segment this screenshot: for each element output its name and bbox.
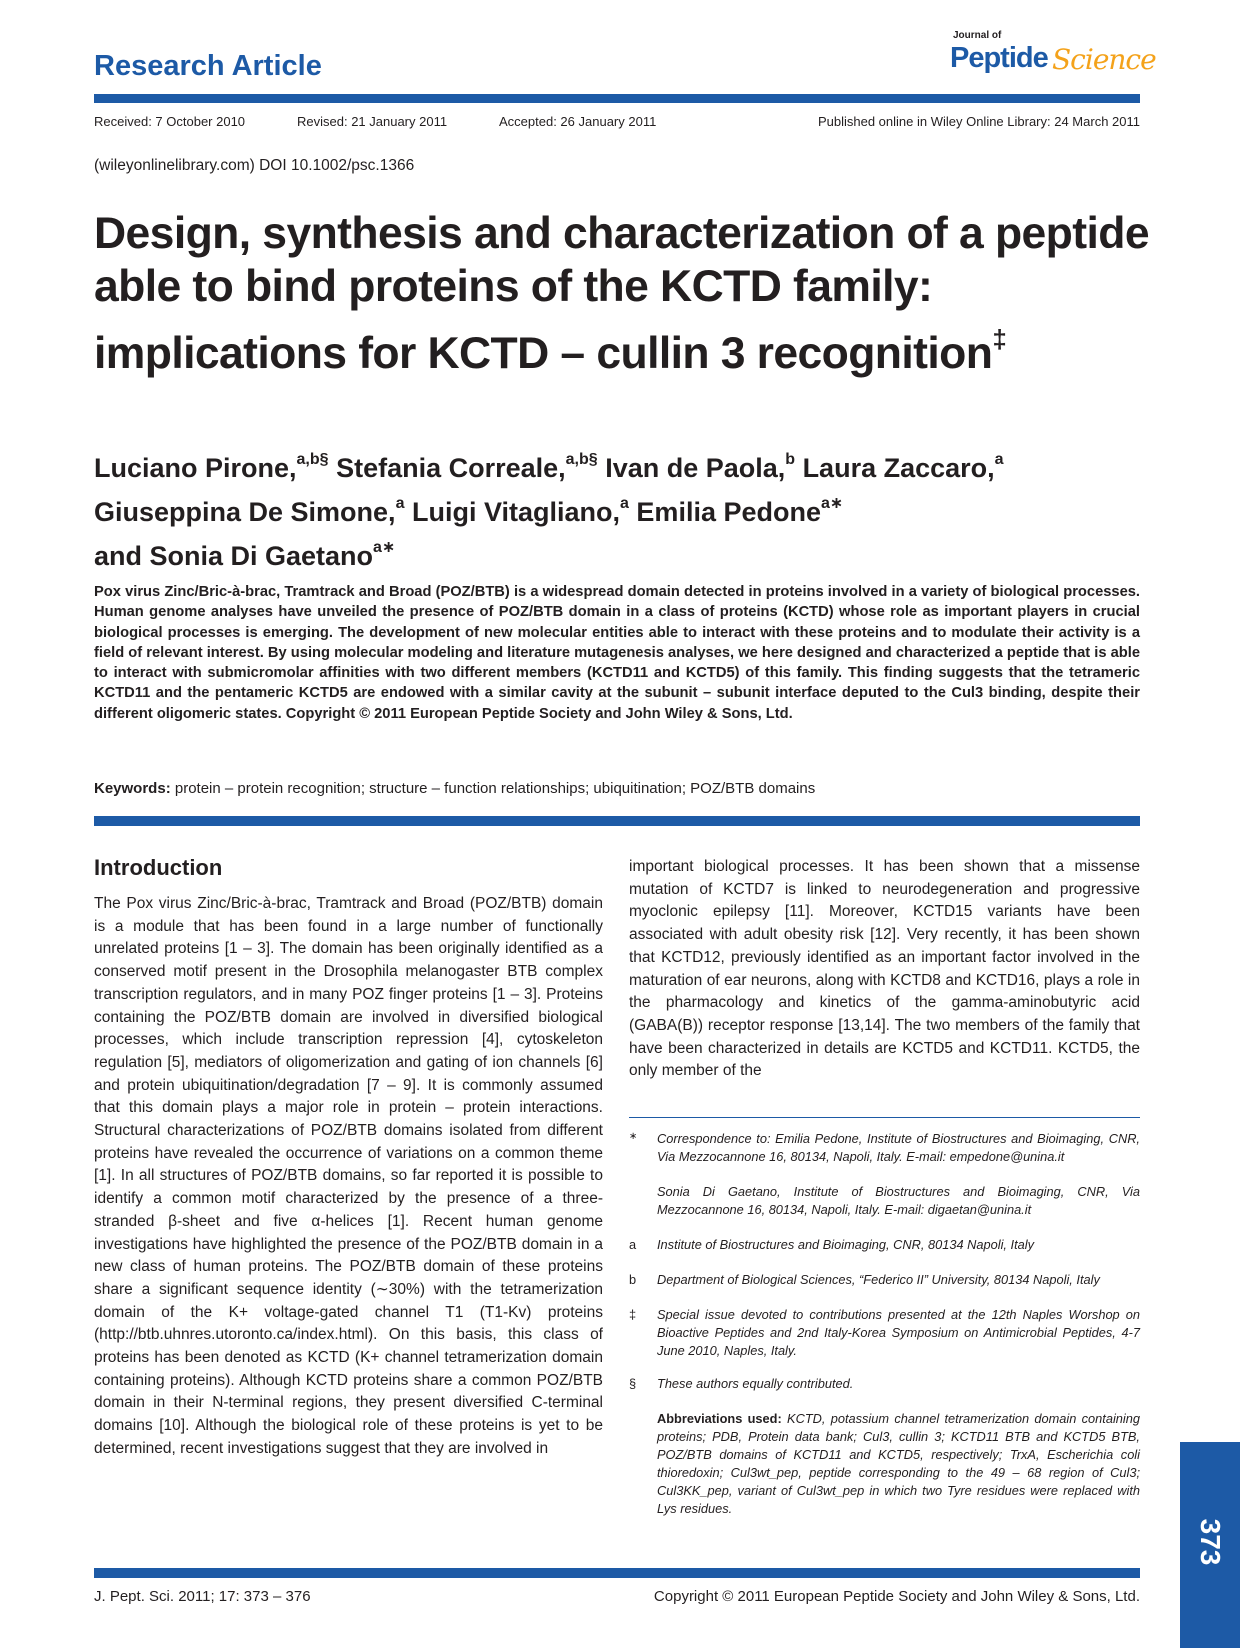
- published-date: Published online in Wiley Online Library: 24 March 2011: [817, 114, 1140, 129]
- footnote-mark: ‡: [629, 1307, 637, 1322]
- title-footnote-mark[interactable]: ‡: [992, 324, 1007, 354]
- journal-citation: J. Pept. Sci. 2011; 17: 373 – 376: [94, 1588, 311, 1605]
- author-name: Emilia Pedone: [636, 497, 821, 527]
- page-number-tab: [1180, 1442, 1240, 1648]
- intro-heading: Introduction: [94, 855, 223, 880]
- intro-right-column: important biological processes. It has been shown that a missense mutation of KCTD7 is linked to neurodegeneration and progressive myoclonic epilepsy [11]. Moreover, KCTD15 variants have been associated with adult obesity risk [12]. Very recently, it has been shown that KCTD12, previously identified as an important factor involved in the maturation of ear neurons, along with KCTD8 and KCTD16, plays a role in the pharmacology and kinetics of the gamma-aminobutyric acid (GABA(B)) receptor response [13,14]. The two members of the family that have been characterized in details are KCTD5 and KCTD11. KCTD5, the only member of the: [629, 858, 1140, 1080]
- author-name: Luigi Vitagliano,: [411, 497, 620, 527]
- footnote-mark: b: [629, 1272, 637, 1287]
- accepted-date: Accepted: 26 January 2011: [499, 114, 657, 129]
- author-name: Giuseppina De Simone,: [94, 497, 396, 527]
- footnote-affiliation-a: [629, 1236, 1140, 1254]
- journal-logo-of: Journal of: [953, 30, 1002, 41]
- intro-left-column: The Pox virus Zinc/Bric-à-brac, Tramtrack and Broad (POZ/BTB) domain is a module that has been found in a large number of functionally unrelated proteins [1 – 3]. The domain has been originally identified as a conserved motif present in the Drosophila melanogaster BTB complex transcription regulators, and in many POZ finger proteins [1 – 3]. Proteins containing the POZ/BTB domain are involved in diversified biological processes, which include transcription repression [4], cytoskeleton regulation [5], mediators of oligomerization and gating of ion channels [6] and protein ubiquitination/degradation [7 – 9]. It is commonly assumed that this domain plays a major role in protein – protein interactions. Structural characterizations of POZ/BTB domains isolated from different proteins have revealed the occurrence of variations on a common theme [1]. In all structures of POZ/BTB domains, so far reported it is possible to identify a common motif characterized by the presence of a three-stranded β-sheet and five α-helices [1]. Recent human genome investigations have highlighted the presence of the POZ/BTB domain in a new class of human proteins. The POZ/BTB domain of these proteins share a significant sequence identity (∼30%) with the tetramerization domain of the K+ voltage-gated channel T1 (T1-Kv) proteins (http://btb.uhnres.utoronto.ca/index.html). On this basis, this class of proteins has been denoted as KCTD (K+ channel tetramerization domain containing proteins). Although KCTD proteins share a common POZ/BTB domain in their N-terminal regions, they present diversified C-terminal domains [10]. Although the biological role of these proteins is yet to be determined, recent investigations suggest that they are involved in: [94, 895, 603, 1457]
- footnote-affiliation-b: [629, 1271, 1140, 1289]
- footnote-mark: a: [629, 1237, 637, 1252]
- keywords-list: protein – protein recognition; structure – function relationships; ubiquitination; POZ/BTB domains: [174, 780, 816, 797]
- footnote-correspondence: [629, 1130, 1140, 1166]
- journal-logo-peptide: Peptide: [950, 42, 1048, 74]
- received-date: Received: 7 October 2010: [94, 114, 246, 129]
- footnote-text: These authors equally contributed.: [657, 1376, 854, 1391]
- author-affiliation: b: [785, 451, 796, 468]
- author-affiliation: a∗: [820, 495, 844, 512]
- footnote-text: Sonia Di Gaetano, Institute of Biostructures and Bioimaging, CNR, Via Mezzocannone 16, 80134, Napoli, Italy. E-mail: digaetan@unina.it: [657, 1184, 1140, 1217]
- footnote-text: Correspondence to: Emilia Pedone, Institute of Biostructures and Bioimaging, CNR, Via Mezzocannone 16, 80134, Napoli, Italy. E-mail: empedone@unina.it: [657, 1131, 1140, 1164]
- article-title-text: Design, synthesis and characterization of a peptide able to bind proteins of the KCTD family: implications for KCTD – cullin 3 recognition: [94, 209, 1149, 378]
- abbreviations-text: KCTD, potassium channel tetramerization domain containing proteins; PDB, Protein data bank; Cul3, cullin 3; KCTD11 BTB and KCTD5 BTB, POZ/BTB domains of KCTD11 and KCTD5, respectively; TrxA, Escherichia coli thioredoxin; Cul3wt_pep, peptide corresponding to the 49 – 68 region of Cul3; Cul3KK_pep, variant of Cul3wt_pep in which two Tyre residues were replaced with Lys residues.: [657, 1411, 1140, 1516]
- author-affiliation: a: [994, 451, 1004, 468]
- page-number: 373: [1195, 1518, 1226, 1566]
- revised-date: Revised: 21 January 2011: [297, 114, 448, 129]
- footnote-correspondence-2: [629, 1183, 1140, 1219]
- author-name: Ivan de Paola,: [605, 453, 786, 483]
- footnote-text: Special issue devoted to contributions presented at the 12th Naples Worshop on Bioactive Peptides and 2nd Italy-Korea Symposium on Antimicrobial Peptides, 4-7 June 2010, Naples, Italy.: [657, 1307, 1140, 1358]
- abstract: Pox virus Zinc/Bric-à-brac, Tramtrack and Broad (POZ/BTB) is a widespread domain detected in proteins involved in a variety of biological processes. Human genome analyses have unveiled the presence of POZ/BTB domain in a class of proteins (KCTD) whose role as important players in crucial biological processes is emerging. The development of new molecular entities able to interact with these proteins and to modulate their activity is a field of relevant interest. By using molecular modeling and literature mutagenesis analyses, we here designed and characterized a peptide that is able to interact with submicromolar affinities with two different members (KCTD11 and KCTD5) of this family. This finding suggests that the tetrameric KCTD11 and the pentameric KCTD5 are endowed with a similar cavity at the subunit – subunit interface deputed to the Cul3 binding, despite their different oligomeric states. Copyright © 2011 European Peptide Society and John Wiley & Sons, Ltd.: [94, 584, 1140, 722]
- footer-rule: [94, 1568, 1140, 1578]
- author-affiliation: a,b§: [565, 451, 598, 468]
- footnote-mark: §: [629, 1376, 637, 1391]
- header-rule: [94, 94, 1140, 103]
- author-name: Laura Zaccaro,: [802, 453, 995, 483]
- abbreviations-label: Abbreviations used:: [657, 1411, 782, 1426]
- author-affiliation: a: [395, 495, 405, 512]
- footnote-mark: ∗: [629, 1131, 638, 1142]
- author-name: and Sonia Di Gaetano: [94, 541, 374, 571]
- footnote-equal-contribution: [629, 1375, 1140, 1393]
- author-affiliation: a∗: [373, 539, 396, 556]
- keywords: [94, 780, 1140, 797]
- author-list: [94, 442, 1154, 574]
- footnote-abbreviations: [629, 1410, 1140, 1518]
- keywords-label: Keywords:: [94, 780, 171, 797]
- section-label: Research Article: [94, 50, 322, 82]
- author-affiliation: a,b§: [296, 451, 329, 468]
- footnote-rule: [629, 1117, 1140, 1118]
- section-rule: [94, 816, 1140, 826]
- author-affiliation: a: [620, 495, 629, 512]
- doi[interactable]: (wileyonlinelibrary.com) DOI 10.1002/psc.1366: [94, 157, 415, 174]
- footnote-text: Department of Biological Sciences, “Federico II” University, 80134 Napoli, Italy: [657, 1272, 1100, 1287]
- author-name: Luciano Pirone,: [94, 453, 297, 483]
- journal-logo: [950, 30, 1156, 86]
- author-name: Stefania Correale,: [336, 453, 566, 483]
- footnote-special-issue: [629, 1306, 1140, 1360]
- article-title: [94, 207, 1154, 380]
- journal-logo-science: Science: [1052, 43, 1156, 76]
- footer-copyright: Copyright © 2011 European Peptide Society and John Wiley & Sons, Ltd.: [653, 1588, 1140, 1605]
- footnote-text: Institute of Biostructures and Bioimaging, CNR, 80134 Napoli, Italy: [657, 1237, 1034, 1252]
